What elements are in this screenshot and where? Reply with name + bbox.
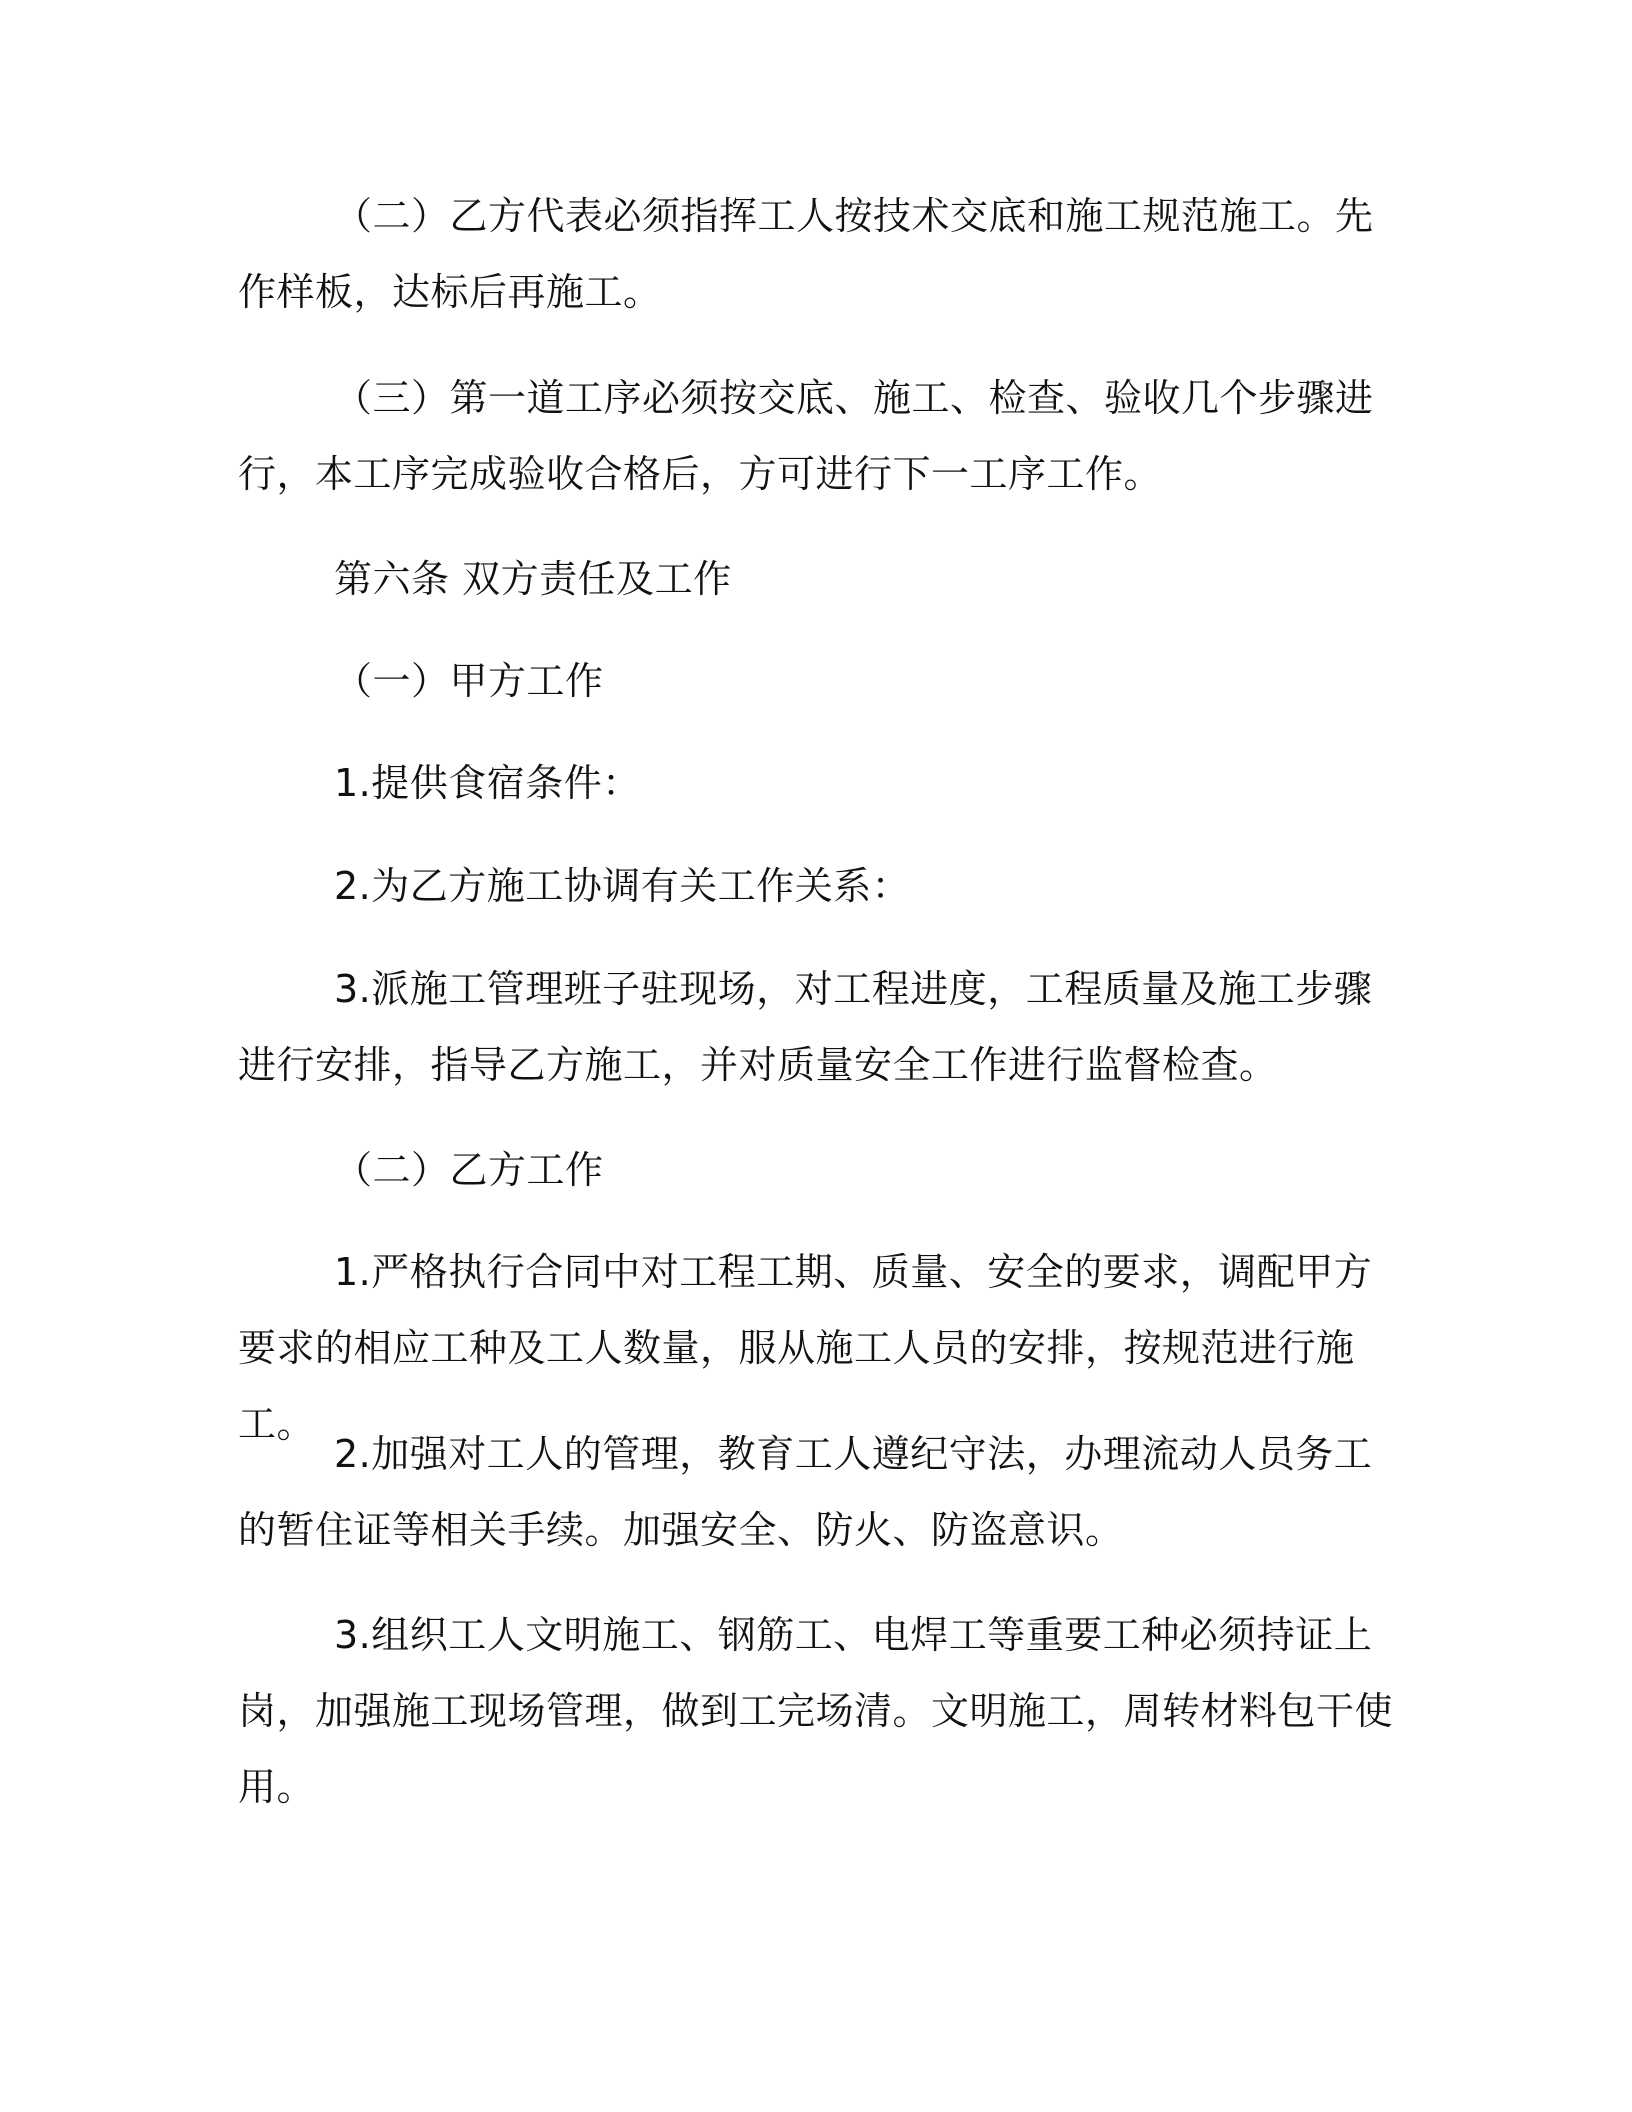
article-six-heading: 第六条 双方责任及工作 <box>334 557 732 601</box>
paragraph-sub-3-procedure: （三）第一道工序必须按交底、施工、检查、验收几个步骤进行，本工序完成验收合格后，方可进行下一工序工作。 <box>238 376 1374 496</box>
party-b-item-1: 1.严格执行合同中对工程工期、质量、安全的要求，调配甲方要求的相应工种及工人数量，服从施工人员的安排，按规范进行施工。 <box>238 1250 1373 1446</box>
party-a-heading: （一）甲方工作 <box>334 659 604 703</box>
paragraph-sub-2-representative: （二）乙方代表必须指挥工人按技术交底和施工规范施工。先作样板，达标后再施工。 <box>238 194 1374 314</box>
party-b-item-3: 3.组织工人文明施工、钢筋工、电焊工等重要工种必须持证上岗，加强施工现场管理，做到工完场清。文明施工，周转材料包干使用。 <box>238 1613 1394 1809</box>
party-b-item-2: 2.加强对工人的管理，教育工人遵纪守法，办理流动人员务工的暂住证等相关手续。加强安全、防火、防盗意识。 <box>238 1432 1373 1552</box>
party-b-heading: （二）乙方工作 <box>334 1148 604 1192</box>
party-a-item-3: 3.派施工管理班子驻现场，对工程进度，工程质量及施工步骤进行安排，指导乙方施工，并对质量安全工作进行监督检查。 <box>238 967 1373 1087</box>
party-a-item-2: 2.为乙方施工协调有关工作关系： <box>334 864 911 908</box>
party-a-item-1: 1.提供食宿条件： <box>334 761 641 805</box>
